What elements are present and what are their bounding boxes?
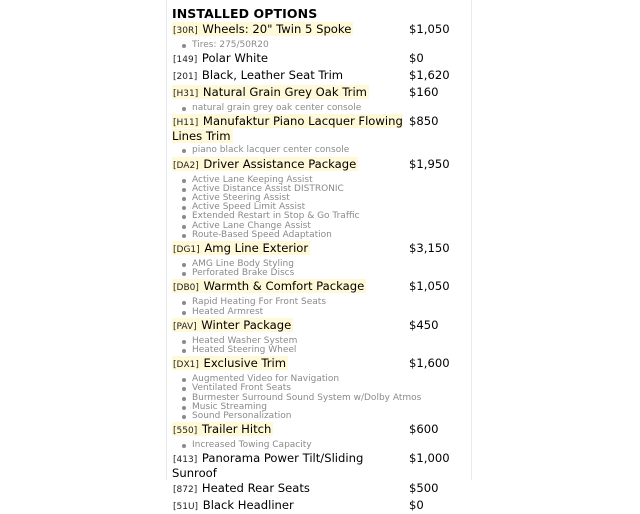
feature-item: Music Streaming [192,403,471,412]
feature-list [172,441,471,450]
option-description [172,482,408,497]
option-row [172,482,471,497]
option-label [172,498,296,512]
feature-list [172,41,471,50]
option-code: [413] [173,455,198,466]
option-price: $600 [409,422,439,437]
option-description [172,452,408,480]
option-name: Exclusive Trim [199,356,287,371]
feature-list [172,298,471,316]
option-label [172,51,270,65]
feature-item: Ventilated Front Seats [192,384,471,393]
option-price: $1,000 [409,451,450,466]
option-label [172,68,345,82]
option-description [172,499,408,514]
option-price: $1,620 [409,68,450,83]
feature-item: Active Steering Assist [192,194,471,203]
option-row [172,452,471,480]
feature-item: Rapid Heating For Front Seats [192,298,471,307]
option-description [172,158,408,173]
option-row [172,280,471,295]
option-code: [H11] [173,118,199,129]
feature-list [172,337,471,355]
option-code: [DA2] [173,160,199,171]
option-price: $0 [409,51,424,66]
option-name: Heated Rear Seats [198,481,310,496]
option-name: Polar White [198,51,269,66]
feature-item: AMG Line Body Styling [192,260,471,269]
option-price: $3,150 [409,241,450,256]
option-description [172,357,408,372]
feature-item: Active Distance Assist DISTRONIC [192,185,471,194]
option-name: Wheels: 20" Twin 5 Spoke [198,22,352,36]
option-row [172,69,471,84]
option-price: $0 [409,498,424,513]
option-label [172,451,363,480]
feature-item: Augmented Video for Navigation [192,375,471,384]
option-code: [30R] [173,26,198,36]
option-price: $1,050 [409,22,450,36]
option-description [172,115,408,143]
feature-item: Heated Washer System [192,337,471,346]
option-row [172,86,471,101]
feature-item: Perforated Brake Discs [192,269,471,278]
section-heading: INSTALLED OPTIONS [172,6,318,21]
option-price: $1,950 [409,156,450,171]
option-code: [51U] [173,502,199,513]
option-code: [DG1] [173,245,200,256]
option-price: $1,050 [409,279,450,294]
options-list [172,23,471,514]
option-code: [H31] [173,89,199,100]
option-label [172,356,288,370]
feature-item: Increased Towing Capacity [192,441,471,450]
option-name: Winter Package [197,317,292,332]
option-description [172,319,408,334]
option-row [172,357,471,372]
feature-item: Burmester Surround Sound System w/Dolby Atmos [192,394,471,403]
option-name: Manufaktur Piano Lacquer Flowing Lines Trim [172,114,403,144]
option-code: [872] [173,485,198,496]
option-label [172,157,358,171]
feature-list [172,176,471,240]
option-name: Natural Grain Grey Oak Trim [199,85,367,100]
feature-item: Sound Personalization [192,412,471,421]
option-row [172,52,471,67]
option-price: $500 [409,481,439,496]
option-row [172,499,471,514]
option-name: Warmth & Comfort Package [199,279,365,294]
feature-item: piano black lacquer center console [192,146,471,155]
feature-item: natural grain grey oak center console [192,104,471,113]
option-description [172,423,408,438]
option-label [172,85,369,99]
option-row [172,423,471,438]
option-row [172,158,471,173]
option-row [172,319,471,334]
feature-list [172,146,471,155]
option-code: [550] [173,426,198,437]
option-label [172,241,310,255]
option-label [172,114,403,143]
feature-item: Extended Restart in Stop & Go Traffic [192,212,471,221]
feature-list [172,104,471,113]
option-label [172,422,273,436]
option-code: [DX1] [173,360,199,371]
feature-item: Heated Armrest [192,308,471,317]
option-description [172,52,408,67]
option-name: Driver Assistance Package [199,156,357,171]
feature-list [172,375,471,421]
option-name: Amg Line Exterior [200,241,309,256]
feature-item: Heated Steering Wheel [192,346,471,355]
option-name: Black, Leather Seat Trim [198,68,344,83]
feature-item: Active Speed Limit Assist [192,203,471,212]
option-code: [PAV] [173,321,197,332]
feature-item: Tires: 275/50R20 [192,41,471,50]
option-description [172,242,408,257]
option-name: Black Headliner [199,498,294,513]
option-price: $160 [409,85,439,100]
option-row [172,115,471,143]
option-code: [201] [173,72,198,83]
option-price: $450 [409,317,439,332]
option-name: Trailer Hitch [198,422,272,437]
option-price: $1,600 [409,356,450,371]
option-label [172,481,312,495]
option-description [172,23,408,38]
option-label [172,318,293,332]
option-description [172,69,408,84]
option-code: [DB0] [173,283,199,294]
feature-list [172,260,471,278]
feature-item: Active Lane Keeping Assist [192,176,471,185]
option-label [172,279,366,293]
option-description [172,86,408,101]
feature-item: Route-Based Speed Adaptation [192,231,471,240]
option-label [172,22,353,36]
feature-item: Active Lane Change Assist [192,222,471,231]
installed-options-sheet [166,0,472,513]
option-description [172,280,408,295]
option-price: $850 [409,114,439,129]
option-code: [149] [173,55,198,66]
option-row [172,23,471,38]
option-row [172,242,471,257]
option-name: Panorama Power Tilt/Sliding Sunroof [172,451,364,481]
